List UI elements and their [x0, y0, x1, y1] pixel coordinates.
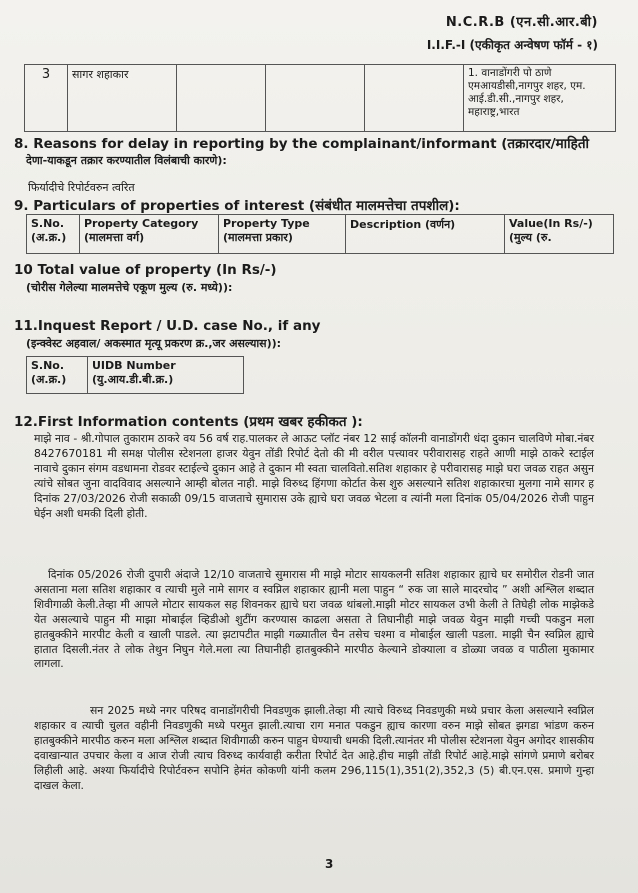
section-11-subtitle: (इन्क्वेस्ट अहवाल/ अकस्मात मृत्यू प्रकरण क्र.,जर असल्यास)):: [26, 337, 282, 350]
person-name: सागर शहाकार: [68, 65, 177, 132]
empty-cell: [177, 65, 266, 132]
column-header: Description (वर्णन): [346, 215, 505, 254]
empty-cell: [266, 65, 365, 132]
column-header: S.No. (अ.क्र.): [27, 215, 80, 254]
column-header: S.No. (अ.क्र.): [27, 357, 88, 394]
fir-paragraph-2: दिनांक 05/2026 रोजी दुपारी अंदाजे 12/10 वाजताचे सुमारास मी माझे मोटार सायकलनी सतिश शहाकार ह्याचे घर समोरील रोडनी जात असताना मला सतिश शहाकार व त्याची मुले नामे सागर व स्वप्निल शहाकार ह्यानी मला पाहुन “ रुक जा साले मादरचोद ” अशी अश्लिल शब्दात शिवीगाळी केली.तेव्हा मी आपले मोटार सायकल सह शिवनकर ह्याचे घरा जवळ थांबलो.माझी मोटर सायकल उभी केली ते तिघेही लोक माझेकडे येत असल्याचे पाहुन मी माझा मोबाईल व्हिडीओ शुटींग करण्यास काढला असता ते तिघानीही माझे जवळ येवुन माझी गच्ची पकडुन मला हातबुक्कीने मारपीट केली व खाली पाडले. त्या झटापटीत माझी गळ्यातील चैन तसेच चश्मा व मोबाईल खाली पडला. माझी चैन स्वप्निल ह्याचे हातात दिसली.नंतर ते लोक तेथुन निघुन गेले.मला त्या तिघानीही हातबुक्कीने मारपीठ केल्याने डोक्याला व डोळ्या जवळ व पाठीला मुकामार लागला.: [34, 568, 594, 671]
section-12-title: 12.First Information contents (प्रथम खबर हकीकत ):: [14, 414, 363, 430]
ncrb-header: N.C.R.B (एन.सी.आर.बी): [445, 15, 598, 30]
column-header: Value(In Rs/-) (मुल्य (रु.: [505, 215, 614, 254]
row-number: 3: [25, 65, 68, 132]
section-8-text: फिर्यादीचे रिपोर्टवरुन त्वरित: [28, 181, 135, 194]
person-address: 1. वानाडोंगरी पो ठाणे एमआयडीसी,नागपुर शहर, एम. आई.डी.सी.,नागपुर शहर, महाराष्ट्र,भारत: [464, 65, 616, 132]
accused-row-table: [24, 64, 616, 132]
section-11-title: 11.Inquest Report / U.D. case No., if any: [14, 318, 321, 334]
section-10-title: 10 Total value of property (In Rs/-): [14, 262, 277, 278]
empty-cell: [365, 65, 464, 132]
section-8-title: 8. Reasons for delay in reporting by the complainant/informant (तक्रारदार/माहिती: [14, 136, 590, 152]
column-header: Property Category (मालमत्ता वर्ग): [80, 215, 219, 254]
fir-paragraph-1: माझे नाव - श्री.गोपाल तुकाराम ठाकरे वय 56 वर्ष राह.पालकर ले आऊट प्लॉट नंबर 12 साई कॉलनी वानाडोंगरी धंदा दुकान चालविणे मोबा.नंबर 8427670181 मी समक्ष पोलीस स्टेशनला हाजर येवुन तोंडी रिपोर्ट देतो की मी वरील पत्त्यावर परीवारासह राहते आणी माझे ठाकरे स्टाईल नावाचे दुकान संगम वडधामना रोडवर स्टाईल्चे दुकान आहे ते दुकान मी स्वता चालवितो.सतिश शहाकार हे परीवारासह माझे घरा जवळ राहत असुन त्यांचे सोबत जुना वादविवाद असल्याने आम्ही बोलत नाही. माझे विरुध्द हिंगणा कोर्टात केस शुरु असल्याने सतिश शहाकारचा मुलगा नामे सागर ह दिनांक 27/03/2026 रोजी सकाळी 09/15 वाजताचे सुमारास उके ह्याचे घरा जवळ भेटला व त्यांनी मला दिनांक 05/04/2026 रोजी पाहुन घेईन अशी धमकी दिली होती.: [34, 432, 594, 520]
section-10-subtitle: (चोरीस गेलेल्या मालमत्तेचे एकूण मुल्य (रु. मध्ये)):: [26, 281, 233, 294]
column-header: UIDB Number (यु.आय.डी.बी.क्र.): [88, 357, 244, 394]
section-9-title: 9. Particulars of properties of interest (संबंधीत मालमत्तेचा तपशील):: [14, 198, 460, 214]
column-header: Property Type (मालमत्ता प्रकार): [219, 215, 346, 254]
properties-table: [26, 214, 614, 254]
fir-paragraph-3: सन 2025 मध्ये नगर परिषद वानाडोंगरीची निवडणुक झाली.तेव्हा मी त्याचे विरुध्द निवडणुकी मध्ये प्रचार केला असल्याने स्वप्निल शहाकार व त्याची चुलत वहीनी निवडणुकी मध्ये परमुत झाली.त्याचा राग मनात पकडुन ह्याच कारणा वरुन माझे सोबत झगडा भांडण करुन हातबुक्कीने मारपीठ करुन मला अश्लिल शब्दात शिवीगाळी करुन पाहुन घेण्याची धमकी दिली.त्यानंतर मी पोलीस स्टेशनला येवुन अगोदर शासकीय दवाखान्यात उपचार केला व आज रोजी त्याच विरुध्द कार्यवाही करीता रिपोर्ट देत आहे.हीच माझी तोंडी रिपोर्ट आहे.माझे सांगणे प्रमाणे बरोबर लिहीली आहे. अश्या फिर्यादीचे रिपोर्टवरुन सपोनि हेमंत कोकणी यांनी कलम 296,115(1),351(2),352,3 (5) बी.एन.एस. प्रमाणे गुन्हा दाखल केला.: [34, 704, 594, 792]
table-header-row: [27, 357, 244, 394]
form-name: I.I.F.-I (एकीकृत अन्वेषण फॉर्म - १): [426, 38, 598, 52]
table-header-row: [27, 215, 614, 254]
page-number: 3: [325, 857, 334, 871]
inquest-table: [26, 356, 244, 394]
section-8-subtitle: देणा-याकडून तक्रार करण्यातील विलंबाची कारणे):: [26, 154, 227, 167]
table-row: [25, 65, 616, 132]
